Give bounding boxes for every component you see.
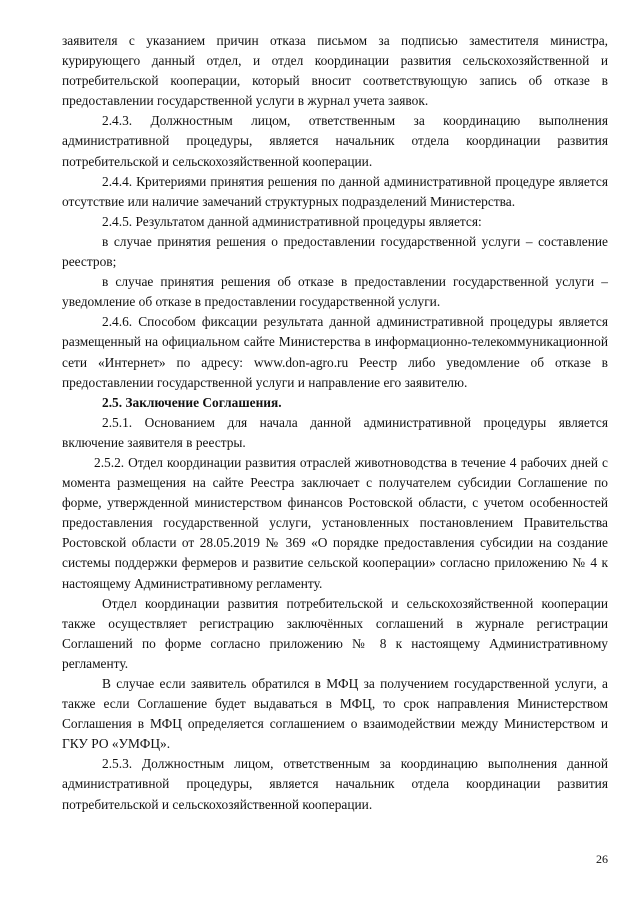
paragraph-2-5-3: 2.5.3. Должностным лицом, ответственным за координацию выполнения данной административной процедуры, является начальник отдела координации развития потребительской и сельскохозяйственной кооперации. bbox=[62, 756, 608, 812]
page-number: 26 bbox=[596, 852, 608, 866]
document-page bbox=[62, 31, 608, 815]
section-heading-2-5: 2.5. Заключение Соглашения. bbox=[102, 394, 282, 410]
paragraph-mfc: В случае если заявитель обратился в МФЦ за получением государственной услуги, а также если Соглашение будет выдаваться в МФЦ, то срок направления Министерством Соглашения в МФЦ определяется соглашением о взаимодействии между Министерством и ГКУ РО «УМФЦ». bbox=[62, 676, 608, 752]
paragraph-2-5-2: 2.5.2. Отдел координации развития отраслей животноводства в течение 4 рабочих дней с момента размещения на сайте Реестра заключает с получателем субсидии Соглашение по форме, утвержденной министерством финансов Ростовской области, с учетом особенностей предоставления государственной услуги, установленных постановлением Правительства Ростовской области от 28.05.2019 № 369 «О порядке предоставления субсидии на создание системы поддержки фермеров и развитие сельской кооперации» согласно приложению № 4 к настоящему Административному регламенту. bbox=[62, 454, 608, 591]
paragraph-2-5-1: 2.5.1. Основанием для начала данной административной процедуры является включение заявителя в реестры. bbox=[62, 414, 608, 450]
paragraph-2-4-5: 2.4.5. Результатом данной административной процедуры является: bbox=[102, 213, 482, 229]
paragraph-refusal-continuation: заявителя с указанием причин отказа письмом за подписью заместителя министра, курирующего данный отдел, и отдел координации развития сельскохозяйственной и потребительской кооперации, который вносит соответствующую запись об отказе в предоставлении государственной услуги в журнал учета заявок. bbox=[62, 33, 608, 109]
paragraph-2-4-4: 2.4.4. Критериями принятия решения по данной административной процедуре является отсутствие или наличие замечаний структурных подразделений Министерства. bbox=[62, 173, 608, 209]
paragraph-2-4-3: 2.4.3. Должностным лицом, ответственным за координацию выполнения административной процедуры, является начальник отдела координации развития потребительской и сельскохозяйственной кооперации. bbox=[62, 113, 608, 169]
paragraph-2-4-6: 2.4.6. Способом фиксации результата данной административной процедуры является размещенный на официальном сайте Министерства в информационно-телекоммуникационной сети «Интернет» по адресу: www.don-agro.ru Реестр либо уведомление об отказе в предоставлении государственной услуги и направление его заявителю. bbox=[62, 314, 608, 390]
paragraph-result-approval: в случае принятия решения о предоставлении государственной услуги – составление реестров; bbox=[62, 233, 608, 270]
paragraph-registration: Отдел координации развития потребительской и сельскохозяйственной кооперации также осуществляет регистрацию заключённых соглашений в журнале регистрации Соглашений по форме согласно приложению № 8 к настоящему Административному регламенту. bbox=[62, 595, 608, 671]
paragraph-result-refusal: в случае принятия решения об отказе в предоставлении государственной услуги – уведомление об отказе в предоставлении государственной услуги. bbox=[62, 274, 608, 310]
